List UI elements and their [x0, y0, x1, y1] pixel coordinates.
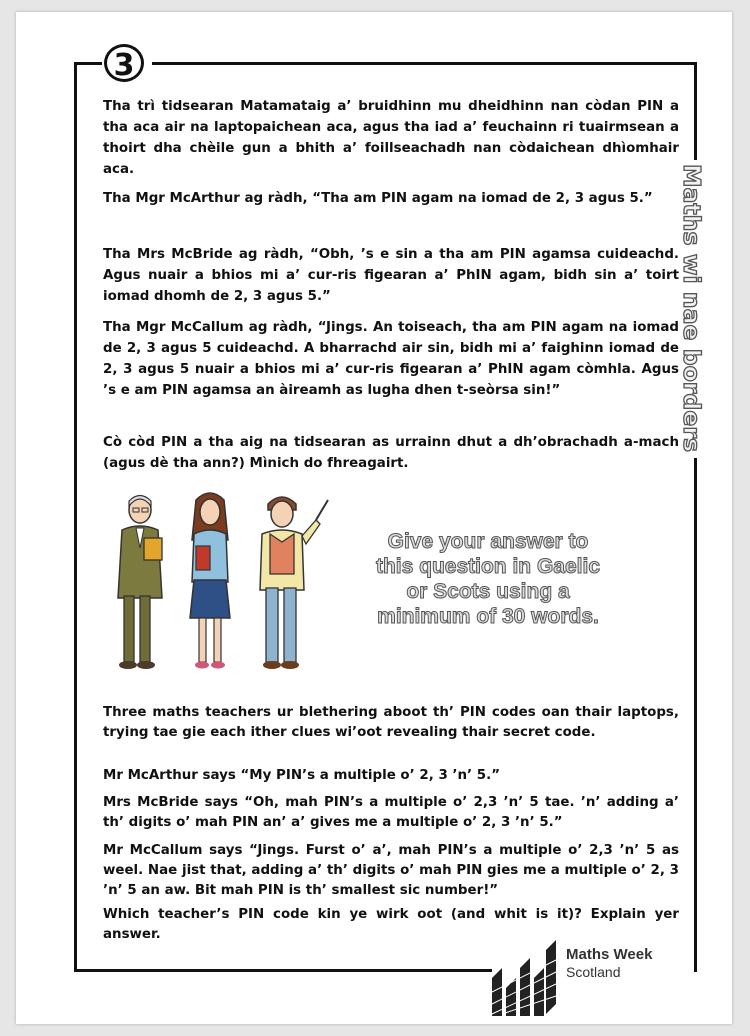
gaelic-mcarthur: Tha Mgr McArthur ag ràdh, “Tha am PIN agam na iomad de 2, 3 agus 5.”: [103, 191, 653, 206]
prompt-line: minimum of 30 words.: [377, 605, 599, 628]
scots-question: Which teacher’s PIN code kin ye wirk oot (and whit is it)? Explain yer answer.: [103, 907, 679, 942]
gaelic-mcbride: Tha Mrs McBride ag ràdh, “Obh, ’s e sin a tha am PIN agamsa cuideachd. Agus nuair a bhios mi a’ cur-ris figearan a’ PhIN agam, bidh sin a’ toirt iomad dhomh de 2, 3 agus 5.”: [103, 247, 679, 304]
maths-week-scotland-logo-icon: [488, 938, 560, 1016]
scots-mcbride: Mrs McBride says “Oh, mah PIN’s a multiple o’ 2,3 ’n’ 5 tae. ’n’ adding a’ th’ digits o’ mah PIN an’ a’ gives me a multiple o’ 2, 3 ’n’ 5.”: [103, 795, 679, 830]
teacher-left: [118, 496, 162, 670]
logo-text-line2: Scotland: [566, 964, 621, 980]
gaelic-intro: Tha trì tidsearan Matamataig a’ bruidhinn mu dheidhinn nan còdan PIN a tha aca air na laptopaichean aca, agus tha iad a’ feuchainn ri tuairmsean a thoirt dha chèile gun a bhith a’ foillseachadh nan còdaichean dhìomhair aca.: [103, 99, 679, 177]
gaelic-mccallum: Tha Mgr McCallum ag ràdh, “Jings. An toiseach, tha am PIN agam na iomad de 2, 3 agus 5 cuideachd. A bharrachd air sin, bidh mi a’ faighinn iomad de 2, 3 agus 5 nuair a bhios mi a’ cur-ris figearan a’ PhIN agam còmhla. Agus ’s e am PIN agamsa an àireamh as lugha dhen t-seòrsa sin!”: [103, 320, 679, 398]
scots-mccallum: Mr McCallum says “Jings. Furst o’ a’, mah PIN’s a multiple o’ 2,3 ’n’ 5 as weel. Nae jist that, adding a’ th’ digits o’ mah PIN gies me a multiple o’ 2, 3 ’n’ 5 an aw. Bit mah PIN is th’ smallest sic number!”: [103, 843, 679, 898]
scots-mcarthur: Mr McArthur says “My PIN’s a multiple o’ 2, 3 ’n’ 5.”: [103, 768, 500, 783]
side-title-text: Maths wi nae borders: [678, 164, 704, 445]
prompt-line: Give your answer to: [387, 530, 589, 553]
answer-prompt: [356, 528, 626, 638]
frame-border: [74, 969, 492, 972]
gaelic-question: Cò còd PIN a tha aig na tidsearan as urrainn dhut a dh’obrachadh a-mach (agus dè tha ann?) Mìnich do fhreagairt.: [103, 435, 679, 471]
frame-border: [74, 62, 102, 65]
frame-border: [152, 62, 697, 65]
frame-border: [694, 458, 697, 972]
frame-border: [694, 62, 697, 160]
prompt-line: or Scots using a: [406, 580, 570, 603]
logo-text-line1: Maths Week: [566, 946, 653, 963]
question-number-badge: 3: [104, 44, 144, 82]
frame-border: [74, 62, 77, 972]
teachers-illustration: [100, 490, 340, 685]
teacher-right: [260, 497, 328, 669]
teacher-middle: [190, 493, 230, 669]
prompt-line: this question in Gaelic: [375, 555, 601, 578]
scots-intro: Three maths teachers ur blethering aboot th’ PIN codes oan thair laptops, trying tae gie each ither clues wi’oot revealing thair secret code.: [103, 705, 679, 740]
